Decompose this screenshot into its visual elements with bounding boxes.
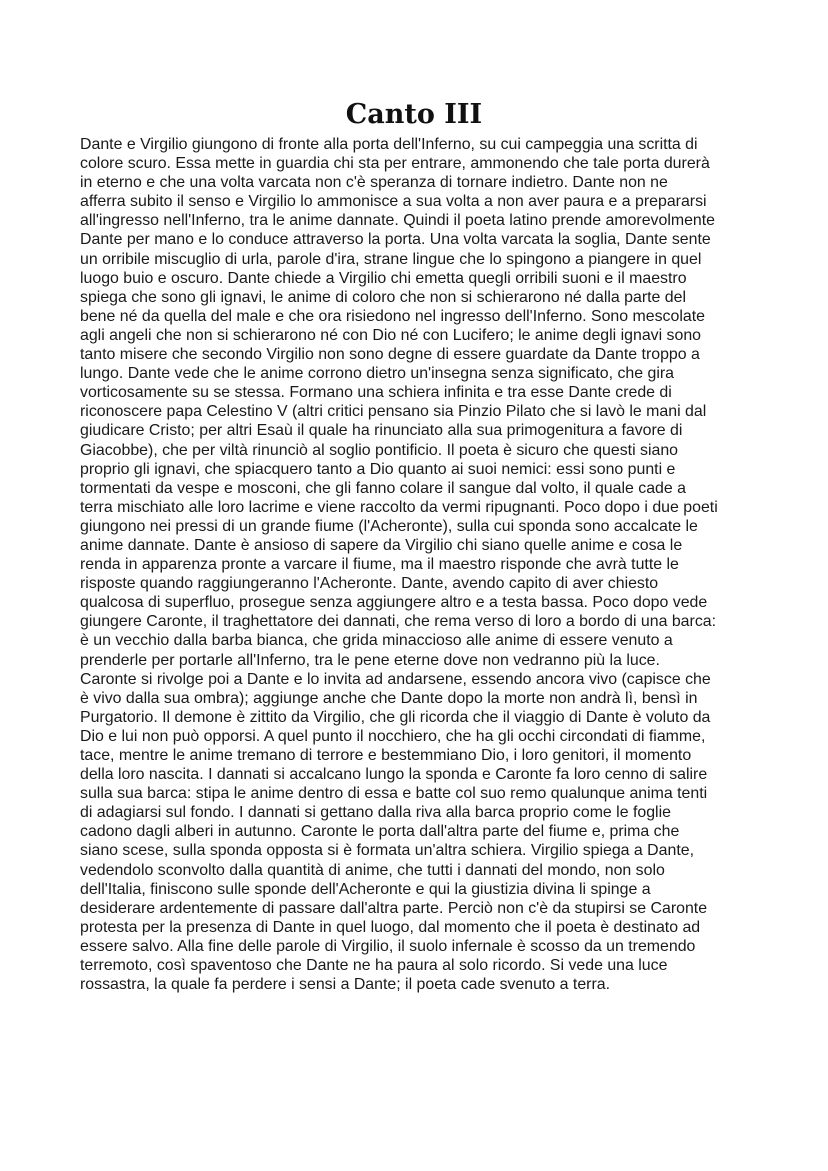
text-line: Purgatorio. Il demone è zittito da Virgilio, che gli ricorda che il viaggio di Dante è voluto da <box>80 708 711 726</box>
text-line: bene né da quella del male e che ora risiedono nel ingresso dell'Inferno. Sono mescolate <box>80 307 705 325</box>
text-line: Dio e lui non può opporsi. A quel punto il nocchiero, che ha gli occhi circondati di fiamme, <box>80 727 706 745</box>
text-line: afferra subito il senso e Virgilio lo ammonisce a sua volta a non aver paura e a prepararsi <box>80 193 707 211</box>
text-line: è un vecchio dalla barba bianca, che grida minaccioso alle anime di essere venuto a <box>80 632 673 650</box>
text-line: lungo. Dante vede che le anime corrono dietro un'insegna senza significato, che gira <box>80 365 675 383</box>
text-line: un orribile miscuglio di urla, parole d'ira, strane lingue che lo spingono a piangere in quel <box>80 250 702 268</box>
text-line: agli angeli che non si schierarono né con Dio né con Lucifero; le anime degli ignavi sono <box>80 326 702 344</box>
text-line: Caronte si rivolge poi a Dante e lo invita ad andarsene, essendo ancora vivo (capisce che <box>80 670 711 688</box>
text-line: proprio gli ignavi, che spiacquero tanto a Dio quanto ai suoi nemici: essi sono punti e <box>80 460 676 478</box>
text-line: Dante per mano e lo conduce attraverso la porta. Una volta varcata la soglia, Dante sente <box>80 231 711 249</box>
text-line: sulla sua barca: stipa le anime dentro di essa e batte col suo remo qualunque anima tenti <box>80 785 708 803</box>
text-line: riconoscere papa Celestino V (altri critici pensano sia Pinzio Pilato che si lavò le mani dal <box>80 403 707 421</box>
text-line: desiderare ardentemente di passare dall'altra parte. Perciò non c'è da stupirsi se Caronte <box>80 899 708 917</box>
text-line: luogo buio e oscuro. Dante chiede a Virgilio chi emetta quegli orribili suoni e il maestro <box>80 269 687 287</box>
text-line: essere salvo. Alla fine delle parole di Virgilio, il suolo infernale è scosso da un tremendo <box>80 937 696 955</box>
text-line: qualcosa di superfluo, prosegue senza aggiungere altro e a testa bassa. Poco dopo vede <box>80 594 708 612</box>
page-title: Canto III <box>345 99 483 130</box>
text-line: terra mischiato alle loro lacrime e viene raccolto da vermi ripugnanti. Poco dopo i due poeti <box>80 498 718 516</box>
text-line: spiega che sono gli ignavi, le anime di coloro che non si schierarono né dalla parte del <box>80 288 686 306</box>
text-line: in eterno e che una volta varcata non c'è speranza di tornare indietro. Dante non ne <box>80 174 668 192</box>
text-line: vedendolo sconvolto dalla quantità di anime, che tutti i dannati del mondo, non solo <box>80 861 665 879</box>
text-line: siano scese, sulla sponda opposta si è formata un'altra schiera. Virgilio spiega a Dante, <box>80 842 695 860</box>
text-line: all'ingresso nell'Inferno, tra le anime dannate. Quindi il poeta latino prende amorevolmente <box>80 212 716 230</box>
text-line: è vivo dalla sua ombra); aggiunge anche che Dante dopo la morte non andrà lì, bensì in <box>80 689 698 707</box>
text-line: giudicare Cristo; per altri Esaù il quale ha rinunciato alla sua primogenitura a favore di <box>80 422 683 440</box>
text-line: renda in apparenza pronte a varcare il fiume, ma il maestro risponde che avrà tutte le <box>80 556 679 574</box>
text-line: colore scuro. Essa mette in guardia chi sta per entrare, ammonendo che tale porta durerà <box>80 155 710 173</box>
text-line: Giacobbe), che per viltà rinunciò al soglio pontificio. Il poeta è sicuro che questi siano <box>80 441 679 459</box>
text-line: tace, mentre le anime tremano di terrore e bestemmiano Dio, i loro genitori, il momento <box>80 747 692 764</box>
text-line: della loro nascita. I dannati si accalcano lungo la sponda e Caronte fa loro cenno di salire <box>80 766 708 784</box>
text-line: vorticosamente su se stessa. Formano una schiera infinita e tra esse Dante crede di <box>80 384 672 402</box>
text-line: cadono dagli alberi in autunno. Caronte le porta dall'altra parte del fiume e, prima che <box>80 823 680 841</box>
text-line: terremoto, così spaventoso che Dante ne ha paura al solo ricordo. Si vede una luce <box>80 957 668 975</box>
text-line: risposte quando raggiungeranno l'Acheronte. Dante, avendo capito di aver chiesto <box>80 575 659 593</box>
text-line: protesta per la presenza di Dante in quel luogo, dal momento che il poeta è destinato ad <box>80 918 701 936</box>
text-line: Dante e Virgilio giungono di fronte alla porta dell'Inferno, su cui campeggia una scritta di <box>80 136 698 153</box>
body-paragraph <box>80 135 760 994</box>
text-line: di adagiarsi sul fondo. I dannati si gettano dalla riva alla barca proprio come le foglie <box>80 804 671 822</box>
text-line: tormentati da vespe e mosconi, che gli fanno colare il sangue dal volto, il quale cade a <box>80 479 686 497</box>
text-line: tanto misere che secondo Virgilio non sono degne di essere guardate da Dante troppo a <box>80 346 700 364</box>
text-line: anime dannate. Dante è ansioso di sapere da Virgilio chi siano quelle anime e cosa le <box>80 536 683 554</box>
text-line: prenderle per portarle all'Inferno, tra le pene eterne dove non vedranno più la luce. <box>80 651 660 669</box>
text-line: rossastra, la quale fa perdere i sensi a Dante; il poeta cade svenuto a terra. <box>80 976 610 994</box>
text-line: dell'Italia, finiscono sulle sponde dell'Acheronte e qui la giustizia divina li spinge a <box>80 880 651 898</box>
text-line: giungere Caronte, il traghettatore dei dannati, che rema verso di loro a bordo di una barca: <box>80 613 717 631</box>
text-line: giungono nei pressi di un grande fiume (l'Acheronte), sulla cui sponda sono accalcate le <box>80 517 698 535</box>
